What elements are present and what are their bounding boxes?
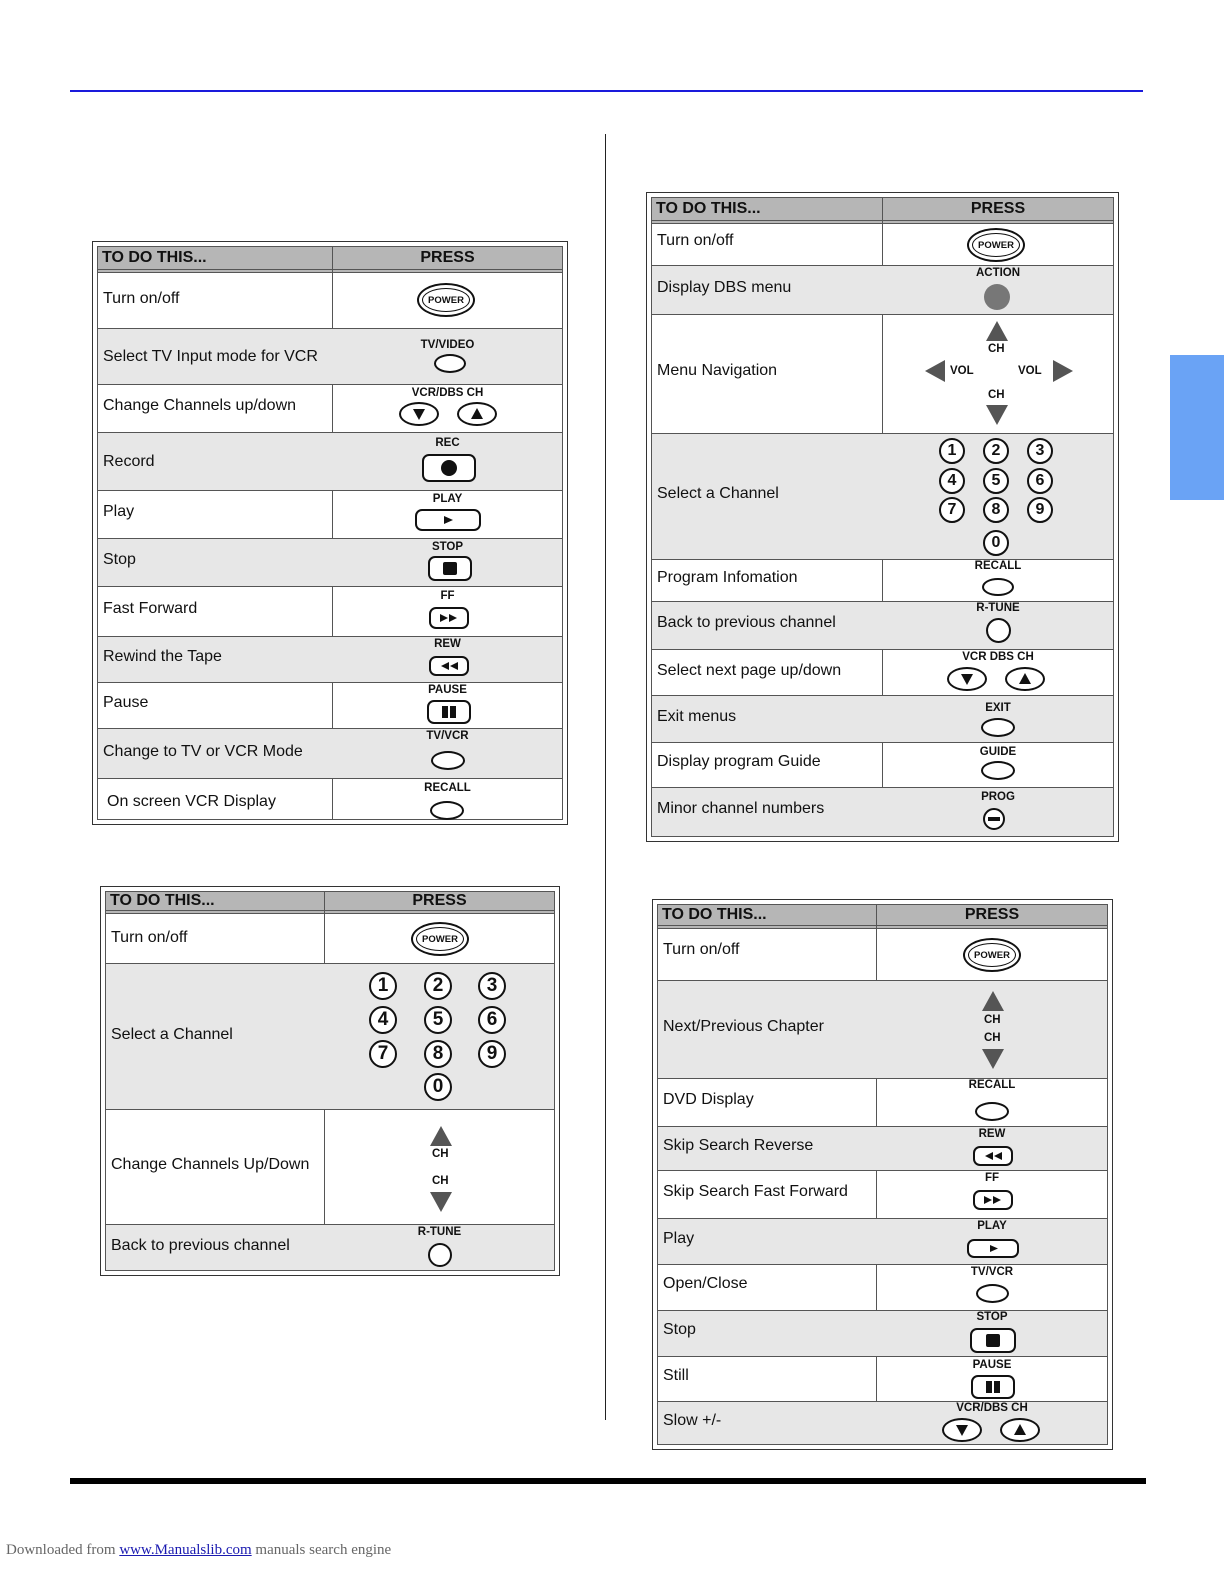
table-row (106, 964, 554, 1110)
digit-1-button[interactable]: 1 (369, 972, 397, 1000)
row-label: Still (663, 1367, 689, 1384)
play-button[interactable] (415, 509, 481, 531)
digit-6-button[interactable]: 6 (1027, 468, 1053, 494)
table-row (658, 1171, 1107, 1219)
slow-plus-button[interactable] (1000, 1418, 1040, 1442)
page-up-button[interactable] (1005, 667, 1045, 691)
digit-9-button[interactable]: 9 (1027, 497, 1053, 523)
table-row (98, 433, 562, 491)
row-label: Change to TV or VCR Mode (103, 743, 303, 760)
button-label: VCR/DBS CH (411, 387, 484, 399)
button-label: REC (435, 437, 460, 449)
table-row (652, 434, 1113, 560)
table-header (106, 892, 554, 914)
ch-up-label: CH (988, 343, 1005, 355)
row-label: Play (103, 503, 135, 520)
button-label: GUIDE (979, 746, 1017, 758)
row-label: Exit menus (657, 708, 737, 725)
table-row (658, 1219, 1107, 1265)
table-row (98, 539, 562, 587)
row-label: Stop (103, 551, 136, 568)
digit-1-button[interactable]: 1 (939, 438, 965, 464)
table-row (658, 1265, 1107, 1311)
r-tune-button[interactable] (986, 618, 1011, 643)
button-label: RECALL (974, 560, 1022, 572)
guide-button[interactable] (981, 761, 1015, 780)
row-label: Change Channels Up/Down (111, 1156, 310, 1173)
stop-button[interactable] (970, 1328, 1016, 1353)
table-row (658, 929, 1107, 981)
button-label: PAUSE (428, 684, 467, 696)
open-close-button[interactable] (976, 1284, 1009, 1303)
channel-down-button[interactable] (399, 402, 439, 426)
bottom-rule (70, 1478, 1146, 1484)
table-row (658, 981, 1107, 1079)
channel-up-button[interactable] (986, 321, 1008, 341)
digit-5-button[interactable]: 5 (424, 1006, 452, 1034)
header-todo: TO DO THIS... (656, 200, 761, 217)
row-label: Turn on/off (663, 941, 740, 958)
vol-left-label: VOL (950, 365, 974, 377)
row-label: Back to previous channel (111, 1237, 290, 1254)
row-label: Select TV Input mode for VCR (103, 348, 318, 365)
channel-down-button[interactable] (986, 405, 1008, 425)
manualslib-link[interactable]: www.Manualslib.com (119, 1542, 252, 1558)
row-label: Turn on/off (111, 929, 188, 946)
power-button[interactable]: POWER (417, 283, 475, 317)
row-label: Display program Guide (657, 753, 821, 770)
button-label: PLAY (977, 1220, 1007, 1232)
table-header (98, 247, 562, 273)
digit-7-button[interactable]: 7 (939, 497, 965, 523)
header-press: PRESS (970, 200, 1026, 217)
section-tab (1170, 355, 1224, 500)
ch-down-label: CH (984, 1032, 1001, 1044)
digit-5-button[interactable]: 5 (983, 468, 1009, 494)
stop-button[interactable] (428, 556, 472, 581)
button-label: STOP (431, 541, 464, 553)
header-press: PRESS (964, 906, 1020, 923)
action-button[interactable] (984, 284, 1010, 310)
row-label: Minor channel numbers (657, 800, 825, 817)
row-label: Slow +/- (663, 1412, 722, 1429)
vcr-operation-table (92, 241, 568, 825)
column-divider (605, 134, 606, 1420)
button-label: REW (434, 638, 461, 650)
channel-down-button[interactable] (430, 1192, 452, 1212)
row-label: Fast Forward (103, 600, 198, 617)
table-row (106, 1225, 554, 1270)
channel-up-button[interactable] (430, 1126, 452, 1146)
table-row (98, 683, 562, 729)
table-row (652, 266, 1113, 315)
recall-button[interactable] (982, 578, 1014, 596)
row-label: Menu Navigation (657, 362, 778, 379)
tv-vcr-button[interactable] (431, 751, 465, 770)
table-header (658, 905, 1107, 929)
skip-forward-button[interactable] (973, 1190, 1013, 1210)
prog-button[interactable] (983, 808, 1005, 830)
table-row (652, 560, 1113, 602)
button-label: TV/VCR (970, 1266, 1014, 1278)
table-row (98, 779, 562, 825)
button-label: PAUSE (972, 1359, 1012, 1371)
table-row (106, 914, 554, 964)
row-label: Rewind the Tape (103, 648, 222, 665)
button-label: R-TUNE (976, 602, 1020, 614)
table-row (652, 602, 1113, 650)
row-label: Skip Search Reverse (663, 1137, 814, 1154)
table-row (98, 491, 562, 539)
footer-prefix: Downloaded from (6, 1542, 116, 1558)
record-button[interactable] (422, 454, 476, 482)
power-button[interactable]: POWER (963, 938, 1021, 972)
fast-forward-button[interactable] (429, 607, 469, 629)
button-label: REW (978, 1128, 1006, 1140)
table-row (658, 1311, 1107, 1357)
vol-right-label: VOL (1018, 365, 1042, 377)
button-label: VCR/DBS CH (956, 1402, 1028, 1414)
digit-8-button[interactable]: 8 (983, 497, 1009, 523)
table-row (106, 1110, 554, 1225)
row-label: Play (663, 1230, 695, 1247)
ch-down-label: CH (988, 389, 1005, 401)
button-label: RECALL (968, 1079, 1016, 1091)
header-press: PRESS (420, 249, 475, 266)
table-row (652, 788, 1113, 836)
row-label: Select a Channel (657, 485, 779, 502)
table-row (658, 1079, 1107, 1127)
header-todo: TO DO THIS... (110, 892, 215, 909)
button-label: VCR DBS CH (962, 651, 1034, 663)
row-label: Next/Previous Chapter (663, 1018, 824, 1035)
digit-0-button[interactable]: 0 (983, 530, 1009, 556)
button-label: FF (984, 1172, 1000, 1184)
button-label: TV/VIDEO (420, 339, 475, 351)
tv-video-button[interactable] (434, 354, 466, 373)
row-label: On screen VCR Display (107, 793, 276, 810)
table-row (98, 637, 562, 683)
button-label: RECALL (424, 782, 471, 794)
button-label: FF (440, 590, 455, 602)
cable-box-operation-table (100, 886, 560, 1276)
volume-left-button[interactable] (925, 360, 945, 382)
row-label: Select next page up/down (657, 662, 842, 679)
digit-3-button[interactable]: 3 (478, 972, 506, 1000)
row-label: Turn on/off (657, 232, 734, 249)
table-row (98, 385, 562, 433)
header-press: PRESS (412, 892, 467, 909)
table-row (652, 315, 1113, 434)
table-row (652, 743, 1113, 788)
ch-up-label: CH (984, 1014, 1001, 1026)
volume-right-button[interactable] (1053, 360, 1073, 382)
table-row (658, 1357, 1107, 1402)
digit-3-button[interactable]: 3 (1027, 438, 1053, 464)
digit-8-button[interactable]: 8 (424, 1040, 452, 1068)
page-down-button[interactable] (947, 667, 987, 691)
top-rule (70, 90, 1143, 92)
row-label: Pause (103, 694, 149, 711)
row-label: Open/Close (663, 1275, 748, 1292)
table-row (98, 329, 562, 385)
power-button[interactable]: POWER (967, 228, 1025, 262)
power-button[interactable]: POWER (411, 922, 469, 956)
digit-2-button[interactable]: 2 (424, 972, 452, 1000)
row-label: Back to previous channel (657, 614, 836, 631)
digit-0-button[interactable]: 0 (424, 1073, 452, 1101)
row-label: Program Infomation (657, 569, 798, 586)
row-label: DVD Display (663, 1091, 754, 1108)
table-row (98, 587, 562, 637)
digit-9-button[interactable]: 9 (478, 1040, 506, 1068)
pause-button[interactable] (427, 700, 471, 724)
button-label: PLAY (432, 493, 463, 505)
chapter-previous-button[interactable] (982, 1049, 1004, 1069)
table-row (652, 224, 1113, 266)
row-label: Turn on/off (103, 290, 180, 307)
chapter-next-button[interactable] (982, 991, 1004, 1011)
ch-up-label: CH (432, 1148, 449, 1160)
header-todo: TO DO THIS... (102, 249, 207, 266)
still-button[interactable] (971, 1375, 1015, 1399)
row-label: Skip Search Fast Forward (663, 1183, 848, 1200)
channel-up-button[interactable] (457, 402, 497, 426)
dbs-operation-table (646, 192, 1119, 842)
button-label: STOP (976, 1311, 1008, 1323)
button-label: R-TUNE (417, 1226, 462, 1238)
table-row (658, 1402, 1107, 1444)
table-row (98, 729, 562, 779)
digit-4-button[interactable]: 4 (369, 1006, 397, 1034)
r-tune-button[interactable] (428, 1243, 452, 1267)
ch-down-label: CH (432, 1175, 449, 1187)
row-label: Display DBS menu (657, 279, 792, 296)
table-row (652, 696, 1113, 743)
dvd-operation-table (652, 899, 1113, 1450)
row-label: Select a Channel (111, 1026, 233, 1043)
digit-6-button[interactable]: 6 (478, 1006, 506, 1034)
digit-2-button[interactable]: 2 (983, 438, 1009, 464)
row-label: Record (103, 453, 155, 470)
rewind-button[interactable] (429, 656, 469, 676)
table-row (652, 650, 1113, 696)
button-label: ACTION (975, 267, 1021, 279)
slow-minus-button[interactable] (942, 1418, 982, 1442)
button-label: PROG (981, 791, 1015, 803)
footer-suffix: manuals search engine (255, 1542, 392, 1558)
header-todo: TO DO THIS... (662, 906, 767, 923)
skip-reverse-button[interactable] (973, 1146, 1013, 1166)
row-label: Change Channels up/down (103, 397, 297, 414)
table-row (658, 1127, 1107, 1171)
footer (6, 1542, 391, 1559)
button-label: TV/VCR (426, 730, 469, 742)
recall-button[interactable] (975, 1102, 1009, 1121)
digit-4-button[interactable]: 4 (939, 468, 965, 494)
digit-7-button[interactable]: 7 (369, 1040, 397, 1068)
play-button[interactable] (967, 1239, 1019, 1258)
row-label: Stop (663, 1321, 696, 1338)
table-row (98, 273, 562, 329)
exit-button[interactable] (981, 718, 1015, 737)
button-label: EXIT (985, 702, 1011, 714)
recall-button[interactable] (430, 801, 464, 820)
